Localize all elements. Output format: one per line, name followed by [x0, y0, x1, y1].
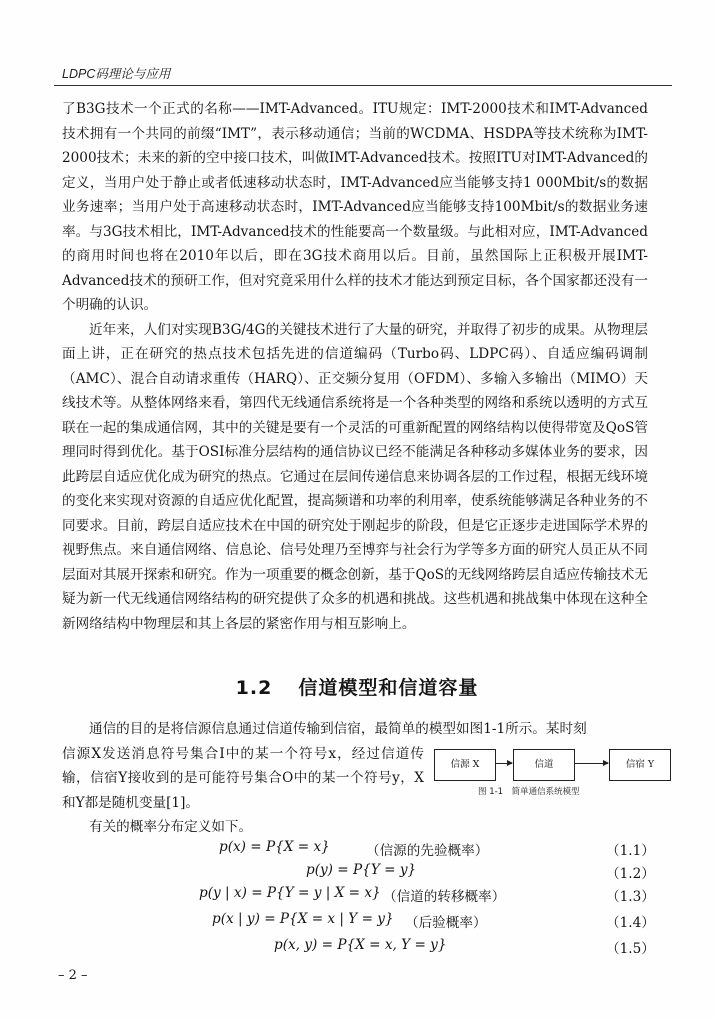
equation-number: （1.1）	[606, 843, 655, 859]
equation-number: （1.3）	[606, 889, 655, 905]
equation-number: （1.2）	[606, 866, 655, 882]
paragraph: 了B3G技术一个正式的名称——IMT-Advanced。ITU规定：IMT-2000技术和IMT-Advanced技术拥有一个共同的前缀“IMT”，表示移动通信；当前的WCDMA、HSDPA等技术统称为IMT-2000技术；未来的新的空中接口技术，叫做IMT-Advanced技术。按照ITU对IMT-Advanced的定义，当用户处于静止或者低速移动状态时，IMT-Advanced应当能够支持1 000Mbit/s的数据业务速率；当用户处于高速移动状态时，IMT-Advanced应当能够支持100Mbit/s的数据业务速率。与3G技术相比，IMT-Advanced技术的性能要高一个数量级。与此相对应，IMT-Advanced的商用时间也将在2010年以后，即在3G技术商用以后。目前，虽然国际上正积极开展IMT-Advanced技术的预研工作，但对究竟采用什么样的技术才能达到预定目标，各个国家都还没有一个明确的认识。	[62, 101, 648, 313]
section-title: 信道模型和信道容量	[298, 677, 479, 699]
figure-1-1	[434, 745, 670, 801]
equation	[0, 885, 714, 905]
equation-number: （1.5）	[606, 941, 655, 957]
equation	[0, 862, 714, 882]
equation-formula: p(x) = P{X = x}	[219, 839, 330, 855]
equation	[0, 937, 714, 957]
equation-number: （1.4）	[606, 915, 655, 931]
equation	[0, 911, 714, 931]
section-heading	[0, 673, 714, 700]
sink-box: 信宿 Y	[609, 749, 671, 781]
header-rule	[54, 85, 672, 86]
equation-description: （后验概率）	[405, 915, 487, 931]
figure-caption: 图 1-1 简单通信系统模型	[478, 787, 580, 797]
equation-formula: p(y) = P{Y = y}	[306, 862, 417, 878]
arrow-right-icon	[496, 763, 512, 764]
equation-formula: p(x | y) = P{X = x | Y = y}	[212, 911, 394, 927]
equation-formula: p(y | x) = P{Y = y | X = x}	[199, 885, 381, 901]
equation-description: （信道的转移概率）	[383, 889, 506, 905]
page-number: – 2 –	[58, 968, 88, 983]
body-text	[62, 97, 648, 636]
paragraph: 近年来，人们对实现B3G/4G的关键技术进行了大量的研究，并取得了初步的成果。从物理层面上讲，正在研究的热点技术包括先进的信道编码（Turbo码、LDPC码）、自适应编码调制（AMC）、混合自动请求重传（HARQ）、正交频分复用（OFDM）、多输入多输出（MIMO）天线技术等。从整体网络来看，第四代无线通信系统将是一个各种类型的网络和系统以透明的方式互联在一起的集成通信网，其中的关键是要有一个灵活的可重新配置的网络结构以使得带宽及QoS管理同时得到优化。基于OSI标准分层结构的通信协议已经不能满足各种移动多媒体业务的要求，因此跨层自适应优化成为研究的热点。它通过在层间传递信息来协调各层的工作过程，根据无线环境的变化来实现对资源的自适应优化配置，提高频谱和功率的利用率，使系统能够满足各种业务的不同要求。目前，跨层自适应技术在中国的研究处于刚起步的阶段，但是它正逐步走进国际学术界的视野焦点。来自通信网络、信息论、信号处理乃至博弈与社会行为学等多方面的研究人员正从不同层面对其展开探索和研究。作为一项重要的概念创新，基于QoS的无线网络跨层自适应传输技术无疑为新一代无线通信网络结构的研究提供了众多的机遇和挑战。这些机遇和挑战集中体现在这种全新网络结构中物理层和其上各层的紧密作用与相互影响上。	[62, 321, 648, 632]
section-number: 1.2	[235, 677, 273, 699]
paragraph: 信源X发送消息符号集合I中的某一个符号x，经过信道传输，信宿Y接收到的是可能符号集合O中的某一个符号y，X和Y都是随机变量[1]。	[62, 745, 424, 811]
arrow-right-icon	[575, 763, 608, 764]
running-header: LDPC码理论与应用	[62, 67, 171, 81]
paragraph: 有关的概率分布定义如下。	[89, 819, 253, 835]
equation-formula: p(x, y) = P{X = x, Y = y}	[274, 937, 447, 953]
equation	[0, 839, 714, 859]
equation-description: （信源的先验概率）	[366, 843, 489, 859]
source-box: 信源 X	[434, 749, 496, 781]
paragraph: 通信的目的是将信源信息通过信道传输到信宿，最简单的模型如图1-1所示。某时刻	[89, 721, 587, 737]
channel-box: 信道	[513, 749, 575, 781]
